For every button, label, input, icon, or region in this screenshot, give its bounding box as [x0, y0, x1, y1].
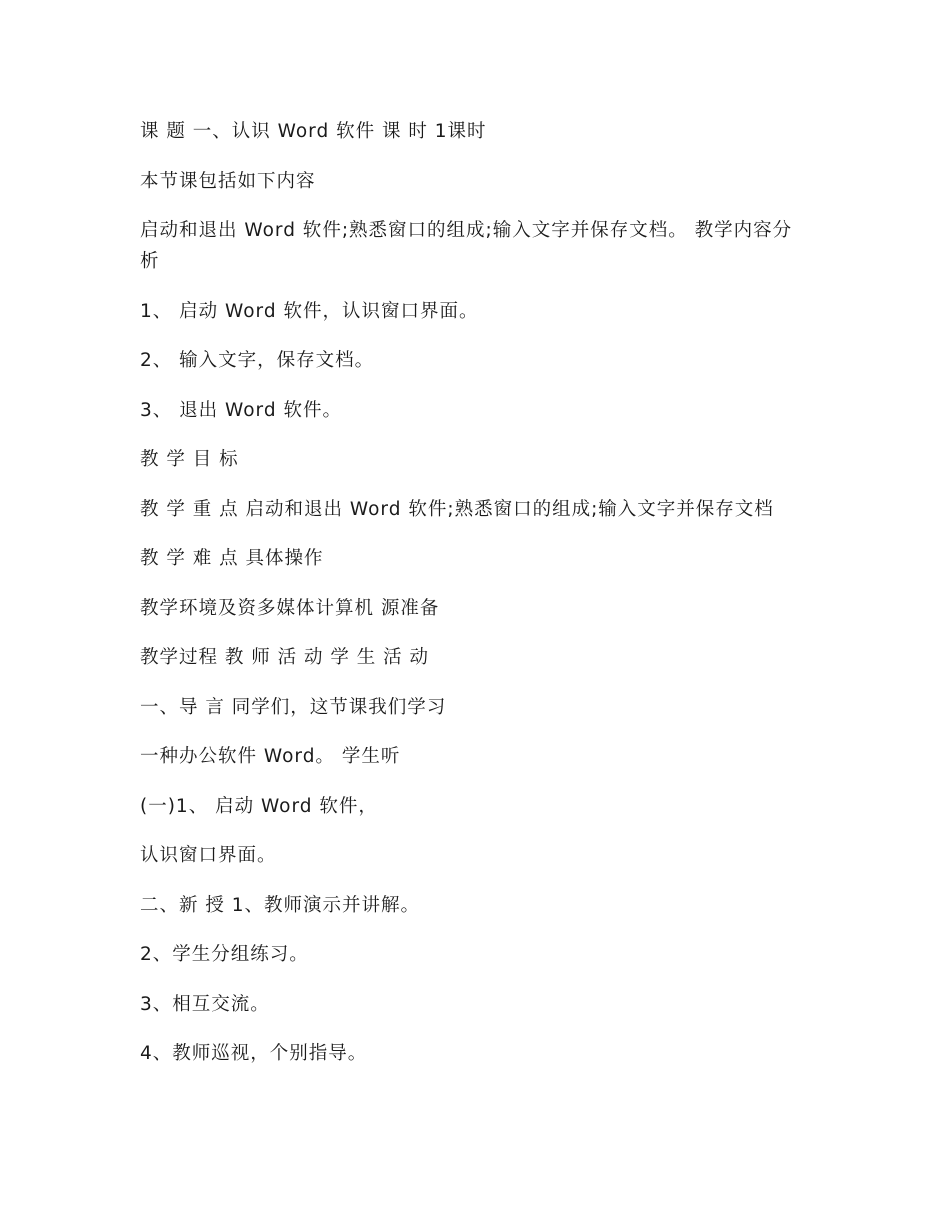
process-step-start-word: (一)1、 启动 Word 软件， [140, 795, 378, 817]
new-lesson-step-1: 二、新 授 1、教师演示并讲解。 [140, 894, 421, 916]
new-lesson-step-4: 4、教师巡视，个别指导。 [140, 1043, 368, 1064]
content-summary: 启动和退出 Word 软件;熟悉窗口的组成;输入文字并保存文档。 教学内容分析 [140, 220, 793, 272]
content-item-3: 3、 退出 Word 软件。 [140, 399, 342, 421]
new-lesson-step-2: 2、学生分组练习。 [140, 944, 309, 965]
teaching-difficulties: 教 学 难 点 具体操作 [140, 548, 324, 569]
process-intro-line-1: 一、导 言 同学们，这节课我们学习 [140, 696, 447, 718]
teaching-goals-heading: 教 学 目 标 [140, 449, 239, 470]
content-item-1: 1、 启动 Word 软件，认识窗口界面。 [140, 300, 479, 322]
teaching-key-points: 教 学 重 点 启动和退出 Word 软件;熟悉窗口的组成;输入文字并保存文档 [140, 498, 774, 520]
lesson-title-line: 课 题 一、认识 Word 软件 课 时 1课时 [140, 121, 487, 142]
process-header: 教学过程 教 师 活 动 学 生 活 动 [140, 647, 430, 668]
content-intro: 本节课包括如下内容 [140, 170, 316, 192]
content-item-2: 2、 输入文字，保存文档。 [140, 350, 375, 371]
process-step-window: 认识窗口界面。 [140, 845, 277, 866]
document-body [140, 116, 805, 1088]
process-intro-line-2: 一种办公软件 Word。 学生听 [140, 746, 401, 767]
teaching-environment: 教学环境及资多媒体计算机 源准备 [140, 597, 440, 619]
new-lesson-step-3: 3、相互交流。 [140, 993, 270, 1015]
